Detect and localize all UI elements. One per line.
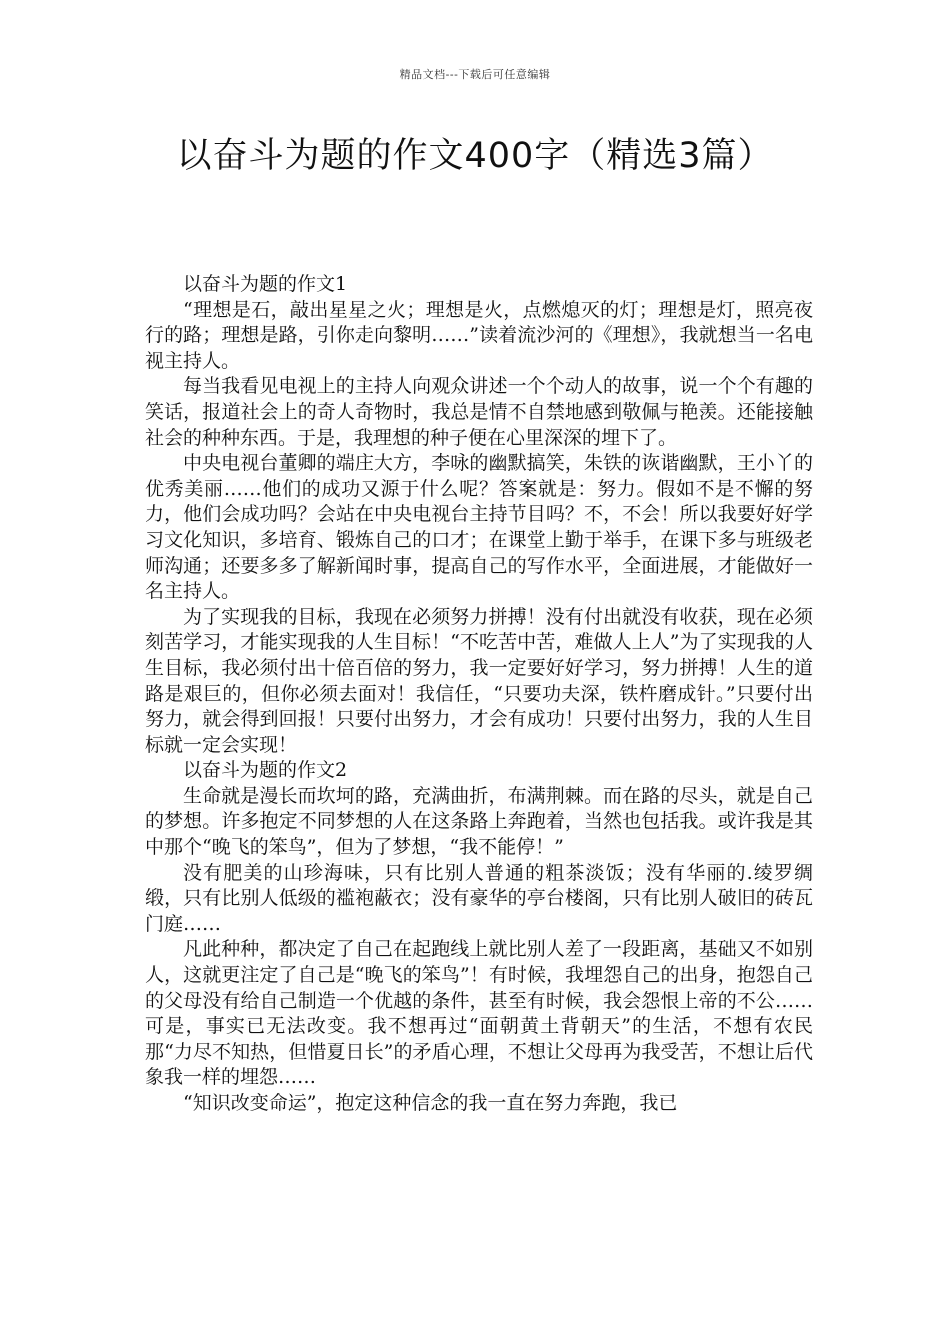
- paragraph: 没有肥美的山珍海味，只有比别人普通的粗茶淡饭；没有华丽的.绫罗绸缎，只有比别人低级的褴袍蔽衣；没有豪华的亭台楼阁，只有比别人破旧的砖瓦门庭……: [145, 861, 813, 935]
- essay-heading-2: 以奋斗为题的作文2: [183, 759, 348, 782]
- essay-heading-1: 以奋斗为题的作文1: [183, 273, 348, 295]
- paragraph: 为了实现我的目标，我现在必须努力拼搏！没有付出就没有收获，现在必须刻苦学习，才能实现我的人生目标！“不吃苦中苦，难做人上人”为了实现我的人生目标，我必须付出十倍百倍的努力，我一定要好好学习，努力拼搏！人生的道路是艰巨的，但你必须去面对！我信任，“只要功夫深，铁杵磨成针。”只要付出努力，就会得到回报！只要付出努力，才会有成功！只要付出努力，我的人生目标就一定会实现！: [145, 605, 813, 756]
- paragraph: “理想是石，敲出星星之火；理想是火，点燃熄灭的灯；理想是灯，照亮夜行的路；理想是路，引你走向黎明……”读着流沙河的《理想》，我就想当一名电视主持人。: [145, 298, 813, 372]
- paragraph: 生命就是漫长而坎坷的路，充满曲折，布满荆棘。而在路的尽头，就是自己的梦想。许多抱定不同梦想的人在这条路上奔跑着，当然也包括我。或许我是其中那个“晚飞的笨鸟”，但为了梦想，“我不能停！”: [145, 784, 813, 859]
- paragraph: 中央电视台董卿的端庄大方，李咏的幽默搞笑，朱铁的诙谐幽默，王小丫的优秀美丽……他们的成功又源于什么呢？答案就是：努力。假如不是不懈的努力，他们会成功吗？会站在中央电视台主持节目吗？不，不会！所以我要好好学习文化知识，多培育、锻炼自己的口才；在课堂上勤于举手，在课下多与班级老师沟通；还要多多了解新闻时事，提高自己的写作水平，全面进展，才能做好一名主持人。: [145, 452, 813, 603]
- paragraph: 每当我看见电视上的主持人向观众讲述一个个动人的故事，说一个个有趣的笑话，报道社会上的奇人奇物时，我总是情不自禁地感到敬佩与艳羡。还能接触社会的种种东西。于是，我理想的种子便在心里深深的埋下了。: [145, 375, 813, 449]
- paragraph: 凡此种种，都决定了自己在起跑线上就比别人差了一段距离，基础又不如别人，这就更注定了自己是“晚飞的笨鸟”！有时候，我埋怨自己的出身，抱怨自己的父母没有给自己制造一个优越的条件，甚至有时候，我会怨恨上帝的不公……可是，事实已无法改变。我不想再过“面朝黄土背朝天”的生活，不想有农民那“力尽不知热，但惜夏日长”的矛盾心理，不想让父母再为我受苦，不想让后代象我一样的埋怨……: [145, 938, 813, 1089]
- paragraph: “知识改变命运”，抱定这种信念的我一直在努力奔跑，我已: [183, 1092, 678, 1114]
- article-body: [145, 272, 813, 1117]
- page-header-note: 精品文档---下载后可任意编辑: [399, 68, 551, 81]
- document-title: 以奋斗为题的作文400字（精选3篇）: [176, 136, 774, 176]
